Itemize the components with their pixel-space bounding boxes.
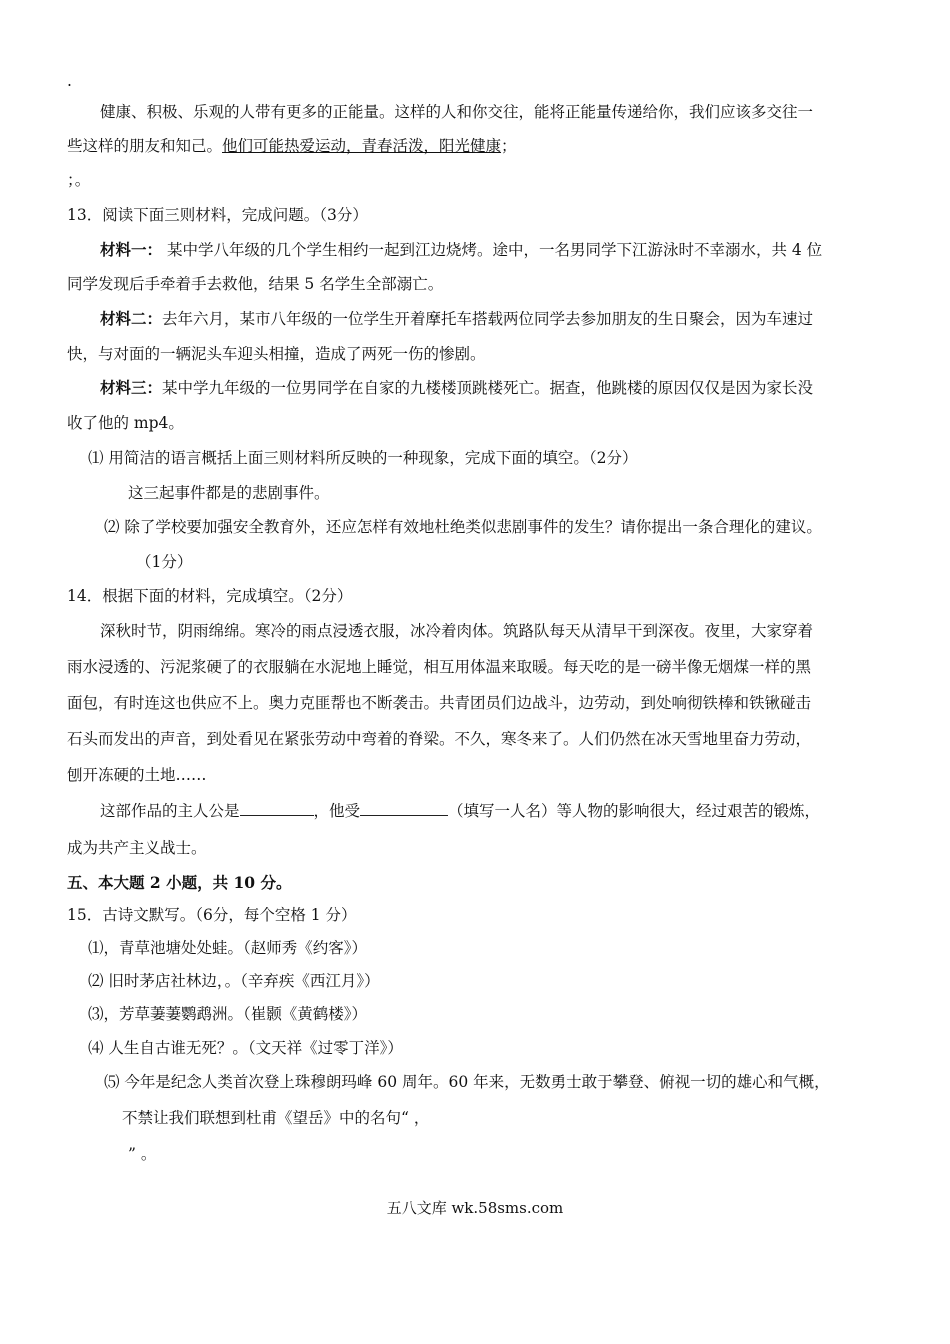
q14-passage-line-1: 深秋时节，阴雨绵绵。寒冷的雨点浸透衣服，冰冷着肉体。筑路队每天从清早干到深夜。夜里，大家穿着 <box>100 622 814 640</box>
q13-material-1-text: 某中学八年级的几个学生相约一起到江边烧烤。途中，一名男同学下江游泳时不幸溺水，共 4 位 <box>162 241 823 259</box>
q13-sub-2: ⑵ 除了学校要加强安全教育外，还应怎样有效地杜绝类似悲剧事件的发生？请你提出一条合理化的建议。 <box>104 518 822 536</box>
q13-material-3-line-2: 收了他的 mp4。 <box>67 414 184 432</box>
q14-fill-line-2: 成为共产主义战士。 <box>67 839 207 857</box>
intro-line-2 <box>67 135 517 157</box>
q14-passage-line-4: 石头而发出的声音，到处看见在紧张劳动中弯着的脊梁。不久，寒冬来了。人们仍然在冰天雪地里奋力劳动， <box>67 730 812 748</box>
q13-title: 13．阅读下面三则材料，完成问题。（3分） <box>67 206 368 224</box>
q15-item-5-line-2: 不禁让我们联想到杜甫《望岳》中的名句“ ， <box>122 1109 430 1127</box>
q14-influencer-blank[interactable] <box>360 800 448 816</box>
q13-material-2-line-1 <box>100 308 813 330</box>
q15-title: 15．古诗文默写。（6分，每个空格 1 分） <box>67 906 357 924</box>
q13-material-3-label: 材料三： <box>100 378 163 397</box>
intro-line-2-underlined: 他们可能热爱运动，青春活泼，阳光健康 <box>222 137 502 155</box>
q14-passage-line-2: 雨水浸透的、污泥浆硬了的衣服躺在水泥地上睡觉，相互用体温来取暖。每天吃的是一磅半像无烟煤一样的黑 <box>67 658 812 676</box>
intro-line-2-plain: 些这样的朋友和知己。 <box>67 137 223 155</box>
q13-sub-1: ⑴ 用简洁的语言概括上面三则材料所反映的一种现象，完成下面的填空。（2分） <box>88 449 638 467</box>
q14-fill-line <box>100 800 820 822</box>
q13-material-3-line-1 <box>100 377 813 399</box>
q14-fill-suffix: （填写一人名）等人物的影响很大，经过艰苦的锻炼， <box>448 802 821 820</box>
q13-material-2-line-2: 快，与对面的一辆泥头车迎头相撞，造成了两死一伤的惨剧。 <box>67 345 486 363</box>
q15-item-2: ⑵ 旧时茅店社林边，。（辛弃疾《西江月》） <box>88 972 380 990</box>
intro-line-2-end: ； <box>501 137 517 155</box>
q13-material-2-text: 去年六月，某市八年级的一位学生开着摩托车搭载两位同学去参加朋友的生日聚会，因为车速过 <box>162 310 814 328</box>
q15-item-4: ⑷ 人生自古谁无死？。（文天祥《过零丁洋》） <box>88 1039 403 1057</box>
q15-item-1: ⑴，青草池塘处处蛙。（赵师秀《约客》） <box>88 939 368 957</box>
footer-watermark: 五八文库 wk.58sms.com <box>386 1199 564 1217</box>
intro-line-1: 健康、积极、乐观的人带有更多的正能量。这样的人和你交往，能将正能量传递给你，我们应该多交往一 <box>100 103 814 121</box>
q13-material-1-line-2: 同学发现后手牵着手去救他，结果 5 名学生全部溺亡。 <box>67 275 444 293</box>
q13-material-2-label: 材料二： <box>100 309 163 328</box>
q13-material-1-line-1 <box>100 239 822 261</box>
q13-material-3-text: 某中学九年级的一位男同学在自家的九楼楼顶跳楼死亡。据查，他跳楼的原因仅仅是因为家长没 <box>162 379 814 397</box>
q15-item-5-line-3: ” 。 <box>128 1145 157 1163</box>
q14-passage-line-3: 面包，有时连这也供应不上。奥力克匪帮也不断袭击。共青团员们边战斗，边劳动，到处响彻铁棒和铁锹碰击 <box>67 694 812 712</box>
q15-item-3: ⑶，芳草萋萋鹦鹉洲。（崔颢《黄鹤楼》） <box>88 1005 368 1023</box>
intro-line-3: ；。 <box>67 171 91 189</box>
q13-sub-1-fill: 这三起事件都是的悲剧事件。 <box>128 484 330 502</box>
top-dot: . <box>67 72 72 90</box>
q14-fill-influence-prompt: ，他受 <box>313 802 361 820</box>
q14-fill-protagonist-prompt: 这部作品的主人公是 <box>100 802 240 820</box>
q14-protagonist-blank[interactable] <box>240 800 314 816</box>
q13-sub-2-score: （1分） <box>136 553 193 571</box>
q15-item-5-line-1: ⑸ 今年是纪念人类首次登上珠穆朗玛峰 60 周年。60 年来，无数勇士敢于攀登、俯视一切的雄心和气概， <box>104 1073 830 1091</box>
q13-material-1-label: 材料一： <box>100 240 163 259</box>
q14-title: 14．根据下面的材料，完成填空。（2分） <box>67 587 353 605</box>
q14-passage-line-5: 刨开冻硬的土地…… <box>67 766 207 784</box>
section-5-heading: 五、本大题 2 小题，共 10 分。 <box>67 873 292 892</box>
